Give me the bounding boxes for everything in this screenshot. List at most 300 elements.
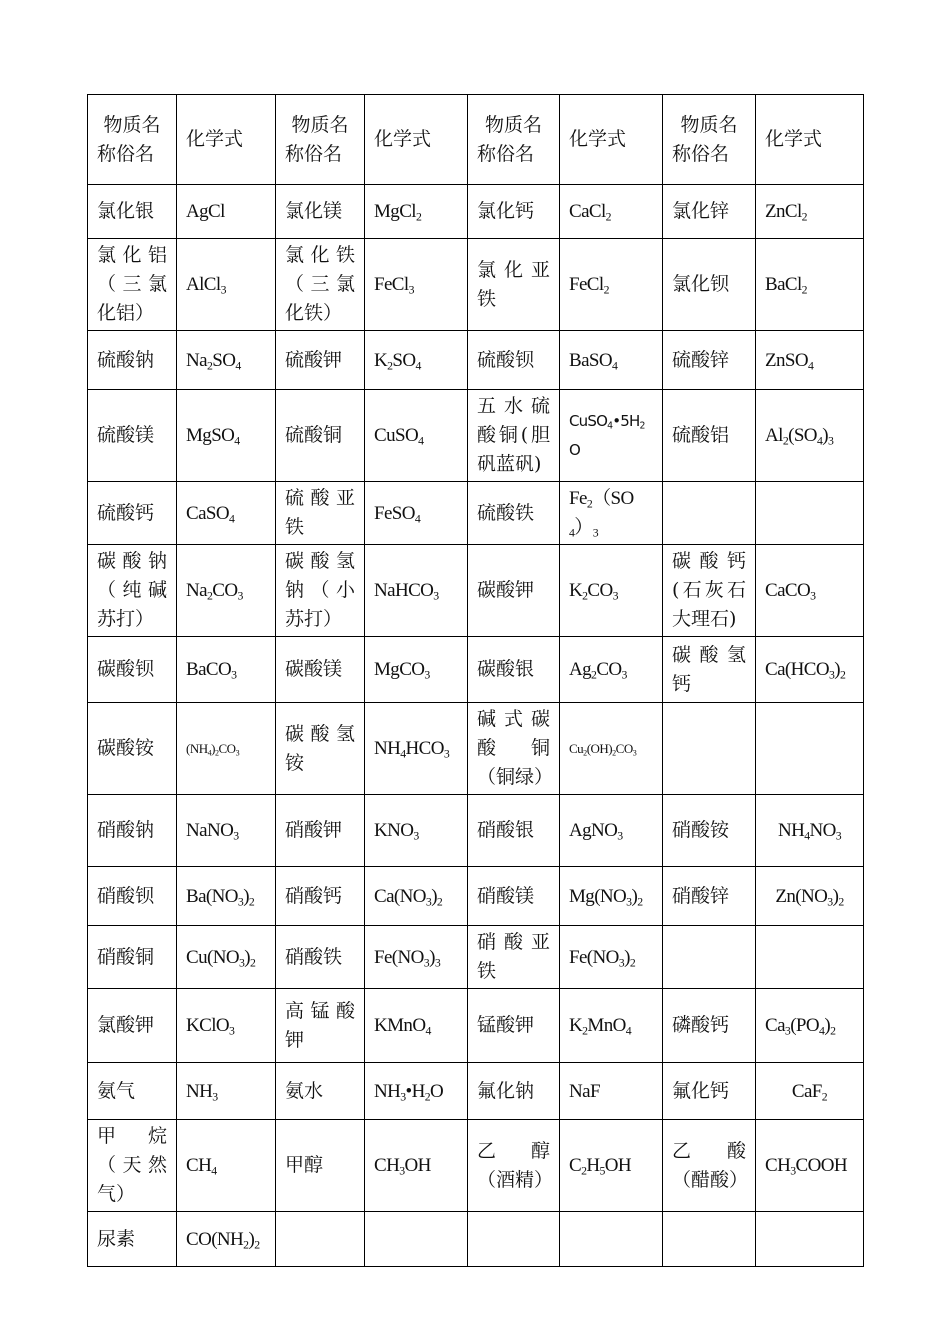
formula-cell xyxy=(756,1120,864,1212)
name-cell xyxy=(276,1063,365,1120)
formula-cell xyxy=(365,867,468,926)
formula-subscript: 3 xyxy=(621,668,627,682)
formula-subscript: 3 xyxy=(231,668,237,682)
formula-subscript: 2 xyxy=(801,283,807,297)
formula-text: Ca(NO xyxy=(374,885,426,907)
formula-subscript: 4 xyxy=(400,747,406,761)
formula-cell xyxy=(560,703,663,795)
name-cell xyxy=(663,1120,756,1212)
name-cell xyxy=(88,1120,177,1212)
formula-cell xyxy=(756,482,864,545)
formula-text: NH xyxy=(374,1080,401,1102)
compound-name: 硫酸铁 xyxy=(477,501,535,524)
formula-cell xyxy=(560,390,663,482)
table-row xyxy=(88,926,864,989)
compound-name: 硝酸钡 xyxy=(97,884,155,907)
formula-cell xyxy=(177,795,276,867)
compound-name: 硫酸铜 xyxy=(285,424,343,446)
formula-cell xyxy=(756,926,864,989)
formula-cell xyxy=(177,1120,276,1212)
compound-name: 碳酸氢钠（小苏打） xyxy=(285,550,355,630)
formula-cell xyxy=(756,185,864,239)
name-cell xyxy=(276,637,365,703)
name-cell xyxy=(276,239,365,331)
formula-text: ZnSO xyxy=(765,349,808,371)
formula-text: KMnO xyxy=(374,1015,426,1036)
formula-subscript: 3 xyxy=(443,747,450,761)
formula-text: ) xyxy=(624,946,630,968)
formula-text: ) xyxy=(631,885,638,907)
name-cell xyxy=(468,989,560,1063)
formula-text: ZnCl xyxy=(765,201,802,222)
name-cell xyxy=(663,545,756,637)
name-cell xyxy=(276,1120,365,1212)
formula-cell xyxy=(177,482,276,545)
formula-text: (OH) xyxy=(586,741,613,756)
formula-subscript: 3 xyxy=(784,1024,791,1038)
formula-subscript: 4 xyxy=(211,1164,217,1178)
name-cell xyxy=(88,637,177,703)
name-cell xyxy=(88,703,177,795)
name-cell xyxy=(468,795,560,867)
formula-subscript: 4 xyxy=(607,420,613,432)
formula-subscript: 3 xyxy=(835,829,842,843)
formula-subscript: 2 xyxy=(214,748,219,758)
formula-subscript: 4 xyxy=(415,358,421,372)
formula-cell xyxy=(177,185,276,239)
formula-text: Fe xyxy=(569,488,587,509)
formula-subscript: 2 xyxy=(591,668,597,682)
formula-cell xyxy=(365,331,468,390)
formula-subscript: 3 xyxy=(790,1164,796,1178)
compound-name: 乙醇（酒精） xyxy=(477,1139,554,1191)
formula-subscript: 3 xyxy=(425,894,432,908)
name-cell xyxy=(663,482,756,545)
compound-name: 硫酸钾 xyxy=(285,348,343,371)
formula-cell xyxy=(560,637,663,703)
compound-name: 锰酸钾 xyxy=(477,1014,535,1036)
name-cell xyxy=(663,185,756,239)
formula-text: CH xyxy=(186,1155,212,1176)
name-cell xyxy=(468,926,560,989)
formula-text: (NH xyxy=(186,741,208,756)
formula-text: BaCl xyxy=(765,274,802,295)
formula-subscript: 3 xyxy=(413,829,419,843)
name-cell xyxy=(468,331,560,390)
name-cell xyxy=(663,867,756,926)
compound-name: 碳酸氢钙 xyxy=(672,643,746,695)
formula-subscript: 2 xyxy=(206,589,213,603)
formula-cell xyxy=(177,637,276,703)
formula-cell xyxy=(560,239,663,331)
formula-text: MgSO xyxy=(186,425,235,446)
formula-text: ) xyxy=(211,741,215,756)
formula-text: O xyxy=(569,440,581,459)
formula-text: MgCl xyxy=(374,201,416,222)
name-cell xyxy=(276,795,365,867)
header-formula-4: 化学式 xyxy=(756,95,864,185)
formula-subscript: 2 xyxy=(603,283,609,297)
formula-subscript: 5 xyxy=(599,1164,605,1178)
formula-subscript: 4 xyxy=(808,358,814,372)
name-cell xyxy=(88,1063,177,1120)
name-cell xyxy=(663,1063,756,1120)
formula-subscript: 3 xyxy=(238,955,245,969)
compound-name: 氯酸钾 xyxy=(97,1014,155,1036)
header-formula-1: 化学式 xyxy=(177,95,276,185)
compound-name: 硝酸锌 xyxy=(672,884,730,907)
formula-subscript: 2 xyxy=(782,434,789,448)
formula-cell xyxy=(365,637,468,703)
formula-text: CaF xyxy=(791,1080,822,1102)
formula-text: ) xyxy=(243,885,249,907)
formula-text: MnO xyxy=(587,1015,626,1036)
compound-name: 碳酸钾 xyxy=(477,579,535,601)
name-cell xyxy=(276,1212,365,1267)
formula-subscript: 3 xyxy=(235,748,240,758)
formula-text: BaCO xyxy=(186,659,232,680)
compound-name: 硝酸铵 xyxy=(672,819,730,841)
formula-subscript: 2 xyxy=(243,1237,249,1251)
name-cell xyxy=(88,795,177,867)
formula-subscript: 4 xyxy=(625,1024,632,1038)
formula-subscript: 3 xyxy=(399,1164,405,1178)
formula-cell xyxy=(365,989,468,1063)
formula-text: CO(NH xyxy=(186,1228,244,1250)
formula-subscript: 2 xyxy=(582,1024,588,1038)
compound-name: 氯化钡 xyxy=(672,273,730,295)
formula-cell xyxy=(560,331,663,390)
formula-text: FeCl xyxy=(374,274,409,295)
formula-text: ) xyxy=(822,425,828,446)
compound-name: 硝酸钾 xyxy=(285,819,343,841)
formula-subscript: 4 xyxy=(612,358,618,372)
formula-subscript: 2 xyxy=(582,589,588,603)
formula-cell xyxy=(560,1063,663,1120)
table-row xyxy=(88,703,864,795)
name-cell xyxy=(663,239,756,331)
formula-subscript: 4 xyxy=(235,358,241,372)
formula-cell xyxy=(365,1120,468,1212)
name-cell xyxy=(468,637,560,703)
compound-name: 硫酸钡 xyxy=(477,348,535,371)
formula-subscript: 2 xyxy=(581,1164,587,1178)
formula-subscript: 2 xyxy=(424,1089,431,1103)
formula-text: ) xyxy=(248,1228,255,1250)
formula-subscript: 4 xyxy=(425,1024,431,1038)
formula-cell xyxy=(177,926,276,989)
name-cell xyxy=(88,239,177,331)
formula-subscript: 2 xyxy=(830,1024,836,1038)
formula-subscript: 3 xyxy=(828,668,835,682)
formula-text: Mg(NO xyxy=(569,885,627,907)
formula-subscript: 2 xyxy=(249,955,256,969)
formula-text: COOH xyxy=(795,1155,847,1176)
compound-name: 氟化钠 xyxy=(477,1079,535,1102)
formula-text: Ca xyxy=(765,1015,785,1036)
formula-subscript: 2 xyxy=(415,210,422,224)
name-cell xyxy=(88,989,177,1063)
formula-text: O xyxy=(430,1080,444,1102)
table-row xyxy=(88,637,864,703)
name-cell xyxy=(88,390,177,482)
formula-text: ） xyxy=(574,517,593,538)
compound-name: 碳酸氢铵 xyxy=(285,722,355,774)
formula-subscript: 3 xyxy=(827,894,833,908)
formula-text: MgCO xyxy=(374,659,425,680)
formula-subscript: 3 xyxy=(434,955,441,969)
name-cell xyxy=(276,989,365,1063)
formula-subscript: 4 xyxy=(414,511,421,525)
formula-subscript: 3 xyxy=(626,894,632,908)
formula-cell xyxy=(756,867,864,926)
formula-text: Fe(NO xyxy=(569,946,619,968)
formula-text: SO xyxy=(212,349,236,371)
formula-text: CH xyxy=(765,1155,791,1176)
formula-subscript: 2 xyxy=(586,497,593,511)
formula-text: K xyxy=(569,1015,583,1036)
name-cell xyxy=(468,239,560,331)
formula-text: KClO xyxy=(186,1015,229,1036)
compound-name: 硫酸钠 xyxy=(97,348,155,371)
formula-subscript: 3 xyxy=(233,829,239,843)
formula-subscript: 3 xyxy=(612,589,618,603)
formula-text: OH xyxy=(404,1155,431,1176)
name-cell xyxy=(468,482,560,545)
header-name-4: 物质名称俗名 xyxy=(663,95,756,185)
formula-text: ) xyxy=(824,1015,831,1036)
compound-name: 硝酸镁 xyxy=(477,884,535,907)
formula-text: Ag xyxy=(569,659,592,680)
formula-text: BaSO xyxy=(569,349,612,371)
formula-cell xyxy=(756,1212,864,1267)
formula-subscript: 3 xyxy=(220,283,226,297)
compound-name: 碳酸铵 xyxy=(97,737,155,759)
compound-name: 碱式碳酸 铜（铜绿） xyxy=(477,708,554,788)
formula-text: CaCO xyxy=(765,580,811,601)
name-cell xyxy=(663,637,756,703)
compound-name: 硫酸镁 xyxy=(97,424,155,446)
formula-text: Al xyxy=(765,425,783,446)
name-cell xyxy=(468,545,560,637)
formula-text: C xyxy=(569,1155,582,1176)
compound-name: 碳酸银 xyxy=(477,658,535,680)
name-cell xyxy=(276,926,365,989)
formula-cell xyxy=(756,390,864,482)
formula-cell xyxy=(365,482,468,545)
name-cell xyxy=(468,1063,560,1120)
formula-cell xyxy=(560,482,663,545)
name-cell xyxy=(663,390,756,482)
name-cell xyxy=(276,482,365,545)
name-cell xyxy=(88,185,177,239)
formula-text: CaCl xyxy=(569,201,606,222)
formula-subscript: 4 xyxy=(207,748,212,758)
formula-text: NaF xyxy=(569,1080,600,1102)
name-cell xyxy=(663,795,756,867)
formula-text: AgCl xyxy=(186,201,225,222)
table-row xyxy=(88,185,864,239)
formula-cell xyxy=(560,989,663,1063)
formula-subscript: 2 xyxy=(436,894,443,908)
formula-text: SO xyxy=(392,349,416,371)
table-row xyxy=(88,1212,864,1267)
compound-name: 甲烷（天然气） xyxy=(97,1125,167,1205)
header-row xyxy=(88,95,864,185)
formula-cell xyxy=(365,703,468,795)
formula-text: AgNO xyxy=(569,820,618,841)
compound-name: 硝酸钙 xyxy=(285,884,343,907)
formula-cell xyxy=(365,239,468,331)
compound-name: 甲醇 xyxy=(285,1154,324,1176)
compound-name: 硝酸亚铁 xyxy=(477,931,550,982)
name-cell xyxy=(88,545,177,637)
formula-cell xyxy=(756,989,864,1063)
compound-name: 碳酸钙(石灰石大理石) xyxy=(672,550,746,630)
table-row xyxy=(88,482,864,545)
formula-text: Cu xyxy=(569,741,584,756)
table-row xyxy=(88,795,864,867)
formula-subscript: 2 xyxy=(254,1237,260,1251)
name-cell xyxy=(276,867,365,926)
header-name-2: 物质名称俗名 xyxy=(276,95,365,185)
formula-subscript: 4 xyxy=(816,434,823,448)
formula-text: ) xyxy=(429,946,435,968)
formula-cell xyxy=(365,926,468,989)
formula-text: （SO xyxy=(592,488,634,509)
formula-subscript: 3 xyxy=(810,589,816,603)
name-cell xyxy=(276,331,365,390)
name-cell xyxy=(276,390,365,482)
formula-subscript: 3 xyxy=(618,955,625,969)
formula-subscript: 3 xyxy=(229,1024,235,1038)
formula-cell xyxy=(365,390,468,482)
formula-text: ) xyxy=(832,885,839,907)
compound-name: 碳酸钡 xyxy=(97,658,155,680)
formula-cell xyxy=(756,1063,864,1120)
name-cell xyxy=(468,185,560,239)
table-row xyxy=(88,989,864,1063)
formula-subscript: 2 xyxy=(821,1089,828,1103)
formula-subscript: 4 xyxy=(229,511,235,525)
formula-cell xyxy=(756,331,864,390)
name-cell xyxy=(468,1212,560,1267)
table-row xyxy=(88,239,864,331)
compound-name: 氯化钙 xyxy=(477,200,535,222)
name-cell xyxy=(88,482,177,545)
name-cell xyxy=(276,545,365,637)
formula-text: Ba(NO xyxy=(186,885,238,907)
formula-text: NaHCO xyxy=(374,580,434,601)
formula-cell xyxy=(177,1063,276,1120)
formula-cell xyxy=(560,795,663,867)
compound-name: 氨水 xyxy=(285,1079,324,1102)
formula-subscript: 4 xyxy=(234,434,240,448)
formula-text: NH xyxy=(777,820,805,841)
formula-text: CuSO xyxy=(374,425,419,446)
name-cell xyxy=(88,1212,177,1267)
name-cell xyxy=(663,989,756,1063)
formula-subscript: 4 xyxy=(418,434,424,448)
table-row xyxy=(88,1120,864,1212)
name-cell xyxy=(663,926,756,989)
formula-subscript: 3 xyxy=(423,955,430,969)
name-cell xyxy=(88,331,177,390)
formula-subscript: 3 xyxy=(400,1089,406,1103)
formula-subscript: 2 xyxy=(248,894,255,908)
name-cell xyxy=(663,1212,756,1267)
formula-text: ) xyxy=(431,885,437,907)
compound-name: 氨气 xyxy=(97,1079,136,1102)
formula-subscript: 2 xyxy=(637,894,643,908)
formula-subscript: 3 xyxy=(592,526,598,540)
compound-table xyxy=(87,94,864,1267)
formula-text: CO xyxy=(218,741,236,756)
formula-text: CO xyxy=(615,741,633,756)
formula-cell xyxy=(365,795,468,867)
formula-cell xyxy=(177,1212,276,1267)
name-cell xyxy=(663,331,756,390)
compound-name: 硫酸锌 xyxy=(672,348,730,371)
formula-text: •H xyxy=(405,1080,425,1102)
formula-cell xyxy=(177,331,276,390)
formula-subscript: 2 xyxy=(583,748,587,758)
formula-cell xyxy=(177,703,276,795)
formula-cell xyxy=(560,1120,663,1212)
compound-name: 乙酸（醋酸） xyxy=(672,1139,749,1191)
compound-name: 氯化铝（三氯化铝） xyxy=(97,244,167,324)
header-formula-2: 化学式 xyxy=(365,95,468,185)
formula-text: ) xyxy=(834,659,840,680)
formula-cell xyxy=(365,185,468,239)
formula-subscript: 2 xyxy=(387,358,393,372)
formula-subscript: 3 xyxy=(617,829,623,843)
compound-name: 氯化锌 xyxy=(672,200,730,222)
table-body xyxy=(88,185,864,1267)
table-row xyxy=(88,545,864,637)
table-row xyxy=(88,390,864,482)
formula-text: Na xyxy=(186,349,207,371)
formula-text: AlCl xyxy=(186,274,221,295)
formula-text: (SO xyxy=(788,425,817,446)
formula-subscript: 3 xyxy=(237,589,243,603)
formula-text: CaSO xyxy=(186,502,229,524)
formula-cell xyxy=(177,545,276,637)
compound-name: 硝酸铜 xyxy=(97,945,155,968)
formula-text: OH xyxy=(604,1155,632,1176)
header-name-1: 物质名称俗名 xyxy=(88,95,177,185)
formula-text: CO xyxy=(596,659,622,680)
compound-name: 氯化铁（三氯化铁） xyxy=(285,244,355,324)
compound-name: 氟化钙 xyxy=(672,1079,730,1102)
formula-subscript: 2 xyxy=(839,668,846,682)
formula-text: Na xyxy=(186,580,207,601)
formula-subscript: 2 xyxy=(639,420,645,432)
formula-text: Fe(NO xyxy=(374,946,424,968)
formula-subscript: 4 xyxy=(819,1024,825,1038)
formula-text: HCO xyxy=(405,738,444,759)
formula-subscript: 2 xyxy=(629,955,636,969)
name-cell xyxy=(468,1120,560,1212)
table-row xyxy=(88,867,864,926)
formula-text: CH xyxy=(374,1155,400,1176)
compound-name: 硫酸铝 xyxy=(672,424,730,446)
formula-text: NH xyxy=(374,738,401,759)
formula-text: CO xyxy=(212,580,238,601)
formula-cell xyxy=(756,239,864,331)
name-cell xyxy=(468,703,560,795)
formula-text: KNO xyxy=(374,820,414,841)
